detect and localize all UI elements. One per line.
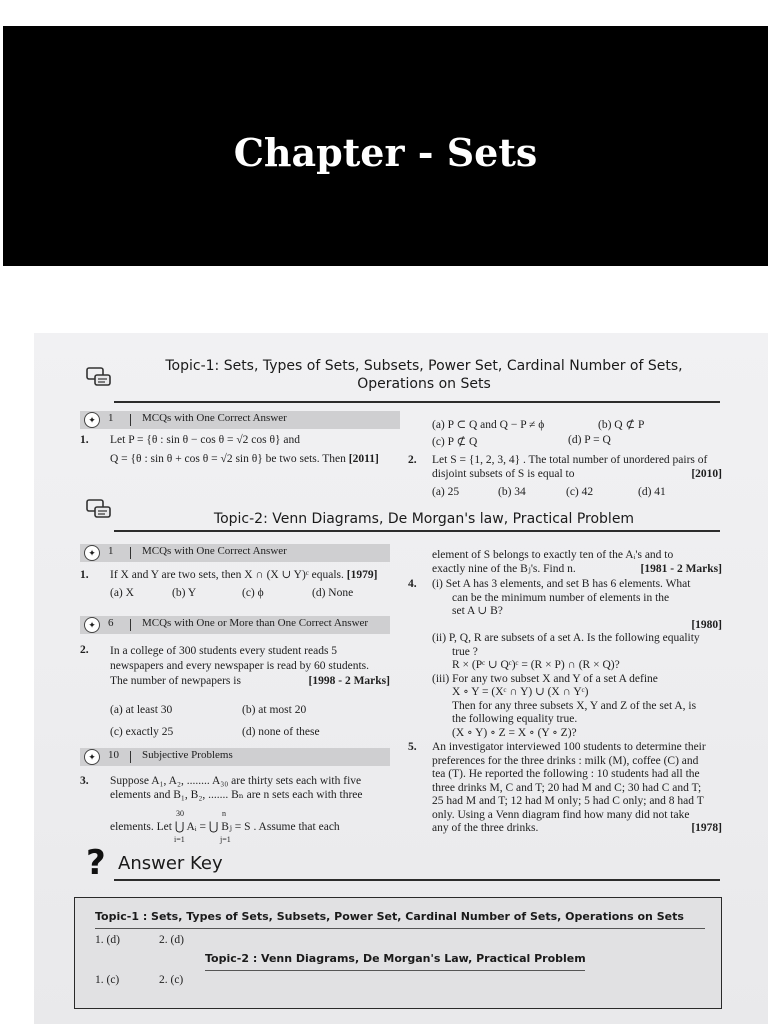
option-c: (c) ϕ <box>242 587 264 599</box>
question-number: 4. <box>408 578 417 590</box>
question-line: Let S = {1, 2, 3, 4} . The total number of unordered pairs of <box>432 454 708 466</box>
chapter-banner <box>3 26 768 266</box>
question-year: [1980] <box>691 618 722 631</box>
answer-key-rule <box>114 879 720 881</box>
question-line: (X ∘ Y) ∘ Z = X ∘ (Y ∘ Z)? <box>452 726 577 739</box>
question-line: only. Using a Venn diagram find how many did not take <box>432 808 690 821</box>
answer-key-box <box>74 897 722 1009</box>
question-line: Then for any three subsets X, Y and Z of the set A, is <box>452 699 697 712</box>
section-number: 1 <box>108 412 114 424</box>
question-line <box>110 674 390 689</box>
question-line: (ii) P, Q, R are subsets of a set A. Is the following equality <box>432 632 700 644</box>
answer-key-topic1-rule <box>95 928 705 929</box>
question-line: elements and B₁, B₂, ....... Bₙ are n sets each with three <box>110 788 363 801</box>
question-line: X ∘ Y = (Xᶜ ∩ Y) ∪ (X ∩ Yᶜ) <box>452 686 589 698</box>
chat-icon <box>86 497 112 523</box>
topic2-section3-header <box>80 748 390 766</box>
chapter-title: Chapter - Sets <box>233 130 538 175</box>
answer-item: 1. (d) <box>95 934 120 946</box>
answer-item: 2. (d) <box>159 934 184 946</box>
question-number: 3. <box>80 775 89 787</box>
question-2-text <box>110 644 390 689</box>
question-number: 1. <box>80 434 89 446</box>
union-upper-limit: n <box>222 809 226 818</box>
question-line: 25 had M and T; 12 had M only; 5 had C only; and 8 had T <box>432 795 704 807</box>
topic1-title-line2: Operations on Sets <box>357 376 491 392</box>
question-4-text <box>432 578 722 740</box>
option-b: (b) Q ⊄ P <box>598 419 645 431</box>
question-line-text: exactly nine of the Bⱼ's. Find n. <box>432 562 576 575</box>
bulb-icon: ✦ <box>84 545 100 561</box>
option-a: (a) 25 <box>432 486 460 498</box>
section-label: MCQs with One or More than One Correct Answer <box>142 617 369 629</box>
question-line: In a college of 300 students every student reads 5 <box>110 645 338 657</box>
option-c: (c) 42 <box>566 486 594 498</box>
section-label: MCQs with One Correct Answer <box>142 412 287 424</box>
topic1-title-line1: Topic-1: Sets, Types of Sets, Subsets, Power Set, Cardinal Number of Sets, <box>165 358 683 374</box>
question-1-text <box>110 434 410 466</box>
bulb-icon: ✦ <box>84 412 100 428</box>
option-d: (d) P = Q <box>568 434 611 446</box>
question-line-text: The number of newpapers is <box>110 675 241 687</box>
topic2-section1-header <box>80 544 390 562</box>
question-line-text: disjoint subsets of S is equal to <box>432 467 575 480</box>
option-a: (a) P ⊂ Q and Q − P ≠ ϕ <box>432 419 545 431</box>
topic2-section2-header <box>80 616 390 634</box>
section-number: 1 <box>108 545 114 557</box>
answer-key-topic1-title: Topic-1 : Sets, Types of Sets, Subsets, Power Set, Cardinal Number of Sets, Operations on Sets <box>95 910 684 923</box>
option-d: (d) none of these <box>242 726 320 738</box>
question-3-text <box>110 775 392 802</box>
question-line: (i) Set A has 3 elements, and set B has 6 elements. What <box>432 578 691 590</box>
chat-icon <box>86 365 112 391</box>
section-divider <box>130 751 131 763</box>
bulb-icon: ✦ <box>84 617 100 633</box>
union-lower-limit: j=1 <box>220 835 231 844</box>
section-number: 10 <box>108 749 119 761</box>
question-number: 2. <box>408 454 417 466</box>
question-line: preferences for the three drinks : milk (M), coffee (C) and <box>432 754 699 767</box>
question-number: 5. <box>408 741 417 753</box>
option-a: (a) X <box>110 587 134 599</box>
question-line-text: If X and Y are two sets, then X ∩ (X ∪ Y)ᶜ equals. <box>110 569 344 581</box>
answer-key-title: Answer Key <box>118 853 223 874</box>
topic1-rule <box>114 401 720 403</box>
question-line: the following equality true. <box>452 713 578 725</box>
question-1-text <box>110 569 394 583</box>
section-divider <box>130 547 131 559</box>
question-line: Let P = {θ : sin θ − cos θ = √2 cos θ} and <box>110 434 301 446</box>
question-year: [2010] <box>691 467 722 480</box>
option-a: (a) at least 30 <box>110 704 173 716</box>
union-lower-limit: i=1 <box>174 835 185 844</box>
section-divider <box>130 414 131 426</box>
question-number: 2. <box>80 644 89 656</box>
question-mark-icon: ? <box>86 843 106 883</box>
answer-item: 1. (c) <box>95 974 120 986</box>
answer-key-topic2-rule <box>205 970 585 971</box>
option-b: (b) Y <box>172 587 197 599</box>
question-5-text <box>432 741 722 836</box>
option-d: (d) None <box>312 587 354 599</box>
question-line: can be the minimum number of elements in the <box>452 591 670 604</box>
section-label: MCQs with One Correct Answer <box>142 545 287 557</box>
topic2-rule <box>114 530 720 532</box>
option-c: (c) P ⊄ Q <box>432 436 478 448</box>
topic1-heading <box>124 357 724 393</box>
question-line: An investigator interviewed 100 students to determine their <box>432 741 706 753</box>
answer-key-topic2-title: Topic-2 : Venn Diagrams, De Morgan's Law, Practical Problem <box>205 952 586 965</box>
question-line <box>432 822 722 836</box>
bulb-icon: ✦ <box>84 749 100 765</box>
question-line <box>432 563 722 577</box>
question-line: set A ∪ B? <box>452 605 503 617</box>
question-line: R × (Pᶜ ∪ Qᶜ)ᶜ = (R × P) ∩ (R × Q)? <box>452 659 620 671</box>
question-line <box>110 453 410 467</box>
section-number: 6 <box>108 617 114 629</box>
question-line: tea (T). He reported the following : 10 students had all the <box>432 768 700 780</box>
option-d: (d) 41 <box>638 486 666 498</box>
question-year: [2011] <box>348 452 379 465</box>
question-line-text: Q = {θ : sin θ + cos θ = √2 sin θ} be two sets. Then <box>110 452 346 465</box>
question-line: elements. Let ⋃ Aᵢ = ⋃ Bⱼ = S . Assume that each <box>110 821 340 833</box>
question-year: [1998 - 2 Marks] <box>308 675 390 687</box>
question-line: newspapers and every newspaper is read by 60 students. <box>110 660 369 672</box>
topic1-section-header <box>80 411 400 429</box>
question-year: [1979] <box>346 569 378 581</box>
question-3-continuation <box>432 549 722 576</box>
question-line: Suppose A₁, A₂, ........ A₃₀ are thirty sets each with five <box>110 775 362 787</box>
option-c: (c) exactly 25 <box>110 726 174 738</box>
question-line: element of S belongs to exactly ten of the Aᵢ's and to <box>432 549 674 561</box>
question-line <box>432 468 722 482</box>
question-line: true ? <box>452 645 478 658</box>
scanned-page <box>34 333 768 1024</box>
question-line: three drinks M, C and T; 20 had M and C; 30 had C and T; <box>432 781 702 794</box>
question-number: 1. <box>80 569 89 581</box>
question-year: [1978] <box>691 822 722 834</box>
question-2-text <box>432 454 722 481</box>
section-label: Subjective Problems <box>142 749 233 761</box>
question-year: [1981 - 2 Marks] <box>640 562 722 575</box>
option-b: (b) at most 20 <box>242 704 307 716</box>
answer-item: 2. (c) <box>159 974 184 986</box>
option-b: (b) 34 <box>498 486 526 498</box>
question-line: (iii) For any two subset X and Y of a set A define <box>432 672 658 685</box>
section-divider <box>130 619 131 631</box>
question-line-text: any of the three drinks. <box>432 822 539 834</box>
topic2-title: Topic-2: Venn Diagrams, De Morgan's law, Practical Problem <box>213 511 635 527</box>
union-upper-limit: 30 <box>176 809 184 818</box>
